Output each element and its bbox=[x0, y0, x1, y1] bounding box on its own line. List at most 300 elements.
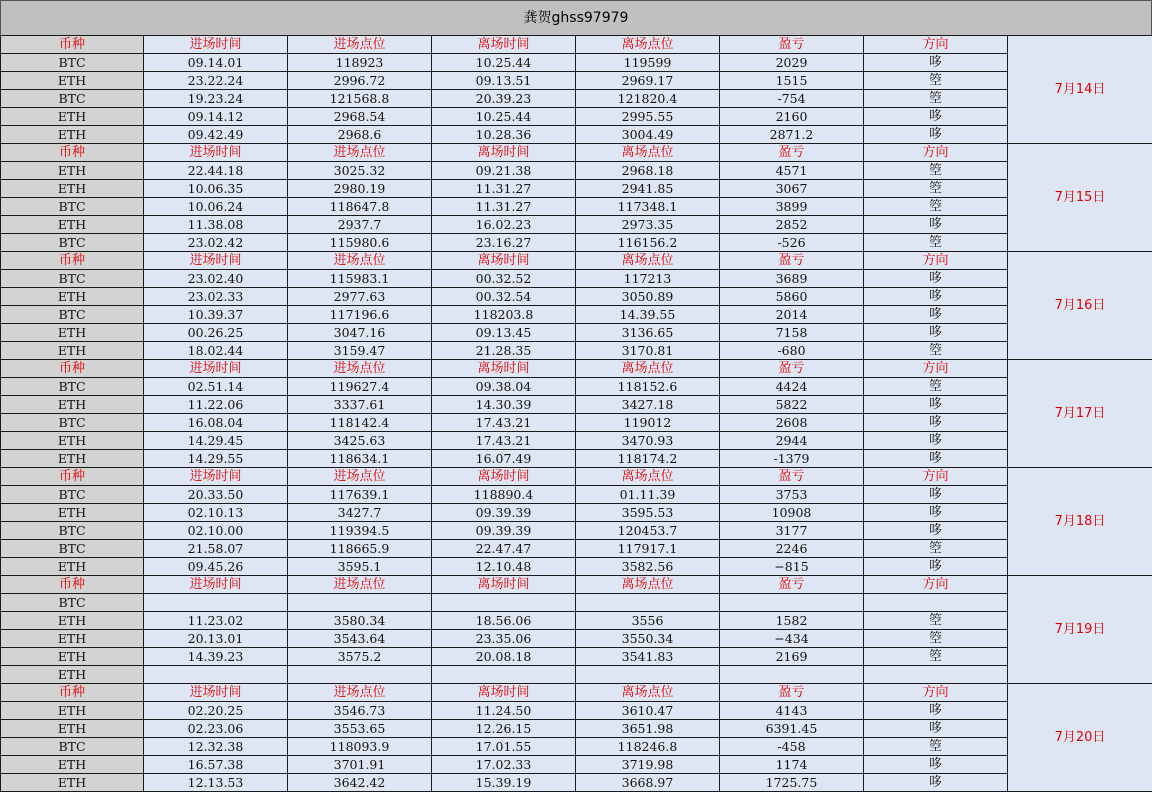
table-row bbox=[1, 504, 1152, 522]
pnl-cell: 2160 bbox=[720, 108, 864, 126]
table-row bbox=[1, 288, 1152, 306]
coin-cell: BTC bbox=[1, 414, 144, 432]
coin-cell: BTC bbox=[1, 486, 144, 504]
direction-cell: 箜 bbox=[864, 540, 1008, 558]
direction-cell: 哆 bbox=[864, 288, 1008, 306]
direction-cell: 哆 bbox=[864, 54, 1008, 72]
exit-time-cell: 22.47.47 bbox=[432, 540, 576, 558]
header-pnl: 盈亏 bbox=[720, 576, 864, 594]
entry-price-cell: 119394.5 bbox=[288, 522, 432, 540]
entry-time-cell: 20.33.50 bbox=[144, 486, 288, 504]
entry-price-cell: 3427.7 bbox=[288, 504, 432, 522]
exit-time-cell: 10.25.44 bbox=[432, 54, 576, 72]
entry-time-cell: 14.29.45 bbox=[144, 432, 288, 450]
header-coin: 币种 bbox=[1, 144, 144, 162]
pnl-cell: 1725.75 bbox=[720, 774, 864, 792]
direction-cell: 哆 bbox=[864, 324, 1008, 342]
entry-time-cell bbox=[144, 594, 288, 612]
header-pnl: 盈亏 bbox=[720, 468, 864, 486]
coin-cell: ETH bbox=[1, 450, 144, 468]
header-coin: 币种 bbox=[1, 360, 144, 378]
entry-time-cell: 10.39.37 bbox=[144, 306, 288, 324]
entry-price-cell: 115980.6 bbox=[288, 234, 432, 252]
direction-cell: 箜 bbox=[864, 90, 1008, 108]
entry-price-cell: 118634.1 bbox=[288, 450, 432, 468]
exit-time-cell: 16.07.49 bbox=[432, 450, 576, 468]
entry-time-cell: 23.22.24 bbox=[144, 72, 288, 90]
exit-time-cell: 09.39.39 bbox=[432, 522, 576, 540]
header-row bbox=[1, 36, 1152, 54]
coin-cell: ETH bbox=[1, 324, 144, 342]
coin-cell: ETH bbox=[1, 648, 144, 666]
coin-cell: ETH bbox=[1, 558, 144, 576]
exit-price-cell bbox=[576, 594, 720, 612]
header-entry-price: 进场点位 bbox=[288, 36, 432, 54]
pnl-cell: 2014 bbox=[720, 306, 864, 324]
table-row bbox=[1, 72, 1152, 90]
table-row bbox=[1, 432, 1152, 450]
entry-time-cell: 11.23.02 bbox=[144, 612, 288, 630]
header-direction: 方向 bbox=[864, 468, 1008, 486]
coin-cell: BTC bbox=[1, 594, 144, 612]
header-entry-price: 进场点位 bbox=[288, 468, 432, 486]
header-row bbox=[1, 144, 1152, 162]
direction-cell: 哆 bbox=[864, 270, 1008, 288]
exit-price-cell: 3582.56 bbox=[576, 558, 720, 576]
coin-cell: BTC bbox=[1, 738, 144, 756]
entry-time-cell: 02.10.00 bbox=[144, 522, 288, 540]
entry-price-cell: 2937.7 bbox=[288, 216, 432, 234]
entry-time-cell: 21.58.07 bbox=[144, 540, 288, 558]
exit-time-cell bbox=[432, 594, 576, 612]
header-exit-price: 离场点位 bbox=[576, 468, 720, 486]
coin-cell: BTC bbox=[1, 270, 144, 288]
sheet-title: 龚贺ghss97979 bbox=[0, 0, 1152, 36]
pnl-cell: -754 bbox=[720, 90, 864, 108]
exit-time-cell: 12.26.15 bbox=[432, 720, 576, 738]
pnl-cell: −815 bbox=[720, 558, 864, 576]
header-entry-time: 进场时间 bbox=[144, 468, 288, 486]
exit-time-cell: 18.56.06 bbox=[432, 612, 576, 630]
pnl-cell: -526 bbox=[720, 234, 864, 252]
exit-price-cell: 3610.47 bbox=[576, 702, 720, 720]
header-direction: 方向 bbox=[864, 360, 1008, 378]
entry-price-cell: 117639.1 bbox=[288, 486, 432, 504]
header-direction: 方向 bbox=[864, 36, 1008, 54]
coin-cell: ETH bbox=[1, 774, 144, 792]
coin-cell: ETH bbox=[1, 432, 144, 450]
coin-cell: ETH bbox=[1, 612, 144, 630]
header-coin: 币种 bbox=[1, 468, 144, 486]
exit-price-cell: 118152.6 bbox=[576, 378, 720, 396]
entry-price-cell: 118647.8 bbox=[288, 198, 432, 216]
header-pnl: 盈亏 bbox=[720, 36, 864, 54]
header-entry-time: 进场时间 bbox=[144, 252, 288, 270]
header-entry-time: 进场时间 bbox=[144, 684, 288, 702]
direction-cell: 哆 bbox=[864, 756, 1008, 774]
header-row bbox=[1, 468, 1152, 486]
table-row bbox=[1, 90, 1152, 108]
coin-cell: ETH bbox=[1, 342, 144, 360]
pnl-cell: 4424 bbox=[720, 378, 864, 396]
header-row bbox=[1, 576, 1152, 594]
header-entry-price: 进场点位 bbox=[288, 576, 432, 594]
coin-cell: ETH bbox=[1, 162, 144, 180]
coin-cell: ETH bbox=[1, 720, 144, 738]
exit-time-cell: 17.43.21 bbox=[432, 432, 576, 450]
entry-time-cell: 10.06.24 bbox=[144, 198, 288, 216]
direction-cell: 哆 bbox=[864, 216, 1008, 234]
pnl-cell: 3689 bbox=[720, 270, 864, 288]
exit-time-cell: 20.39.23 bbox=[432, 90, 576, 108]
exit-time-cell: 16.02.23 bbox=[432, 216, 576, 234]
exit-price-cell: 2995.55 bbox=[576, 108, 720, 126]
direction-cell: 哆 bbox=[864, 702, 1008, 720]
table-row bbox=[1, 666, 1152, 684]
exit-price-cell: 3170.81 bbox=[576, 342, 720, 360]
coin-cell: BTC bbox=[1, 378, 144, 396]
coin-cell: ETH bbox=[1, 666, 144, 684]
entry-price-cell: 3047.16 bbox=[288, 324, 432, 342]
exit-time-cell: 23.16.27 bbox=[432, 234, 576, 252]
coin-cell: ETH bbox=[1, 126, 144, 144]
entry-time-cell: 14.39.23 bbox=[144, 648, 288, 666]
entry-price-cell: 2996.72 bbox=[288, 72, 432, 90]
pnl-cell: 10908 bbox=[720, 504, 864, 522]
exit-price-cell: 3651.98 bbox=[576, 720, 720, 738]
exit-price-cell: 116156.2 bbox=[576, 234, 720, 252]
coin-cell: BTC bbox=[1, 54, 144, 72]
table-row bbox=[1, 342, 1152, 360]
entry-price-cell: 3425.63 bbox=[288, 432, 432, 450]
exit-time-cell: 00.32.54 bbox=[432, 288, 576, 306]
header-exit-time: 离场时间 bbox=[432, 36, 576, 54]
table-row bbox=[1, 234, 1152, 252]
table-row bbox=[1, 558, 1152, 576]
direction-cell: 哆 bbox=[864, 486, 1008, 504]
direction-cell: 哆 bbox=[864, 720, 1008, 738]
header-row bbox=[1, 684, 1152, 702]
entry-time-cell: 23.02.33 bbox=[144, 288, 288, 306]
header-exit-price: 离场点位 bbox=[576, 36, 720, 54]
table-row bbox=[1, 108, 1152, 126]
header-direction: 方向 bbox=[864, 576, 1008, 594]
exit-time-cell: 09.38.04 bbox=[432, 378, 576, 396]
entry-price-cell: 117196.6 bbox=[288, 306, 432, 324]
exit-price-cell: 118246.8 bbox=[576, 738, 720, 756]
header-pnl: 盈亏 bbox=[720, 684, 864, 702]
coin-cell: ETH bbox=[1, 72, 144, 90]
pnl-cell: 1582 bbox=[720, 612, 864, 630]
table-row bbox=[1, 216, 1152, 234]
table-row bbox=[1, 756, 1152, 774]
exit-price-cell: 01.11.39 bbox=[576, 486, 720, 504]
coin-cell: BTC bbox=[1, 540, 144, 558]
header-exit-time: 离场时间 bbox=[432, 576, 576, 594]
exit-time-cell bbox=[432, 666, 576, 684]
pnl-cell bbox=[720, 594, 864, 612]
table-row bbox=[1, 738, 1152, 756]
pnl-cell: 2246 bbox=[720, 540, 864, 558]
exit-time-cell: 09.13.45 bbox=[432, 324, 576, 342]
exit-price-cell: 117213 bbox=[576, 270, 720, 288]
direction-cell: 哆 bbox=[864, 126, 1008, 144]
coin-cell: BTC bbox=[1, 90, 144, 108]
entry-time-cell: 02.51.14 bbox=[144, 378, 288, 396]
table-row bbox=[1, 774, 1152, 792]
entry-price-cell: 2977.63 bbox=[288, 288, 432, 306]
header-pnl: 盈亏 bbox=[720, 144, 864, 162]
header-exit-time: 离场时间 bbox=[432, 684, 576, 702]
entry-price-cell: 3337.61 bbox=[288, 396, 432, 414]
entry-time-cell: 10.06.35 bbox=[144, 180, 288, 198]
entry-price-cell: 3575.2 bbox=[288, 648, 432, 666]
table-row bbox=[1, 162, 1152, 180]
table-row bbox=[1, 198, 1152, 216]
entry-time-cell: 14.29.55 bbox=[144, 450, 288, 468]
entry-time-cell: 09.14.12 bbox=[144, 108, 288, 126]
direction-cell: 哆 bbox=[864, 558, 1008, 576]
pnl-cell: 7158 bbox=[720, 324, 864, 342]
coin-cell: BTC bbox=[1, 306, 144, 324]
exit-time-cell: 11.31.27 bbox=[432, 180, 576, 198]
direction-cell: 箜 bbox=[864, 378, 1008, 396]
exit-price-cell: 3136.65 bbox=[576, 324, 720, 342]
pnl-cell: 2944 bbox=[720, 432, 864, 450]
header-exit-price: 离场点位 bbox=[576, 684, 720, 702]
table-row bbox=[1, 378, 1152, 396]
exit-price-cell: 121820.4 bbox=[576, 90, 720, 108]
exit-price-cell: 2941.85 bbox=[576, 180, 720, 198]
coin-cell: ETH bbox=[1, 702, 144, 720]
entry-price-cell: 118665.9 bbox=[288, 540, 432, 558]
table-row bbox=[1, 540, 1152, 558]
entry-time-cell: 09.45.26 bbox=[144, 558, 288, 576]
table-row bbox=[1, 306, 1152, 324]
exit-time-cell: 09.21.38 bbox=[432, 162, 576, 180]
exit-time-cell: 09.39.39 bbox=[432, 504, 576, 522]
header-exit-price: 离场点位 bbox=[576, 360, 720, 378]
pnl-cell: 4143 bbox=[720, 702, 864, 720]
header-pnl: 盈亏 bbox=[720, 252, 864, 270]
exit-price-cell: 3541.83 bbox=[576, 648, 720, 666]
table-row bbox=[1, 450, 1152, 468]
exit-price-cell: 120453.7 bbox=[576, 522, 720, 540]
direction-cell: 箜 bbox=[864, 180, 1008, 198]
entry-price-cell: 2968.54 bbox=[288, 108, 432, 126]
exit-time-cell: 118203.8 bbox=[432, 306, 576, 324]
entry-price-cell: 3025.32 bbox=[288, 162, 432, 180]
header-coin: 币种 bbox=[1, 36, 144, 54]
direction-cell: 哆 bbox=[864, 522, 1008, 540]
date-cell: 7月18日 bbox=[1008, 468, 1152, 576]
entry-time-cell: 00.26.25 bbox=[144, 324, 288, 342]
exit-time-cell: 118890.4 bbox=[432, 486, 576, 504]
coin-cell: ETH bbox=[1, 108, 144, 126]
entry-price-cell: 3595.1 bbox=[288, 558, 432, 576]
header-exit-price: 离场点位 bbox=[576, 144, 720, 162]
header-entry-time: 进场时间 bbox=[144, 36, 288, 54]
entry-price-cell: 115983.1 bbox=[288, 270, 432, 288]
pnl-cell: 2871.2 bbox=[720, 126, 864, 144]
pnl-cell: −434 bbox=[720, 630, 864, 648]
direction-cell: 哆 bbox=[864, 396, 1008, 414]
exit-price-cell: 3595.53 bbox=[576, 504, 720, 522]
pnl-cell: 2608 bbox=[720, 414, 864, 432]
direction-cell: 哆 bbox=[864, 774, 1008, 792]
entry-time-cell: 02.10.13 bbox=[144, 504, 288, 522]
table-row bbox=[1, 180, 1152, 198]
date-cell: 7月16日 bbox=[1008, 252, 1152, 360]
coin-cell: ETH bbox=[1, 396, 144, 414]
header-exit-time: 离场时间 bbox=[432, 360, 576, 378]
header-entry-price: 进场点位 bbox=[288, 252, 432, 270]
table-row bbox=[1, 648, 1152, 666]
exit-time-cell: 23.35.06 bbox=[432, 630, 576, 648]
direction-cell: 箜 bbox=[864, 738, 1008, 756]
entry-price-cell: 119627.4 bbox=[288, 378, 432, 396]
pnl-cell: -1379 bbox=[720, 450, 864, 468]
direction-cell: 箜 bbox=[864, 648, 1008, 666]
exit-time-cell: 12.10.48 bbox=[432, 558, 576, 576]
table-row bbox=[1, 324, 1152, 342]
coin-cell: ETH bbox=[1, 216, 144, 234]
entry-time-cell: 22.44.18 bbox=[144, 162, 288, 180]
exit-price-cell: 14.39.55 bbox=[576, 306, 720, 324]
date-cell: 7月17日 bbox=[1008, 360, 1152, 468]
exit-time-cell: 20.08.18 bbox=[432, 648, 576, 666]
entry-price-cell: 118923 bbox=[288, 54, 432, 72]
direction-cell: 箜 bbox=[864, 234, 1008, 252]
header-entry-time: 进场时间 bbox=[144, 360, 288, 378]
entry-time-cell: 02.20.25 bbox=[144, 702, 288, 720]
table-row bbox=[1, 414, 1152, 432]
exit-price-cell: 3668.97 bbox=[576, 774, 720, 792]
entry-time-cell: 23.02.40 bbox=[144, 270, 288, 288]
header-entry-time: 进场时间 bbox=[144, 576, 288, 594]
date-cell: 7月15日 bbox=[1008, 144, 1152, 252]
entry-time-cell: 20.13.01 bbox=[144, 630, 288, 648]
exit-price-cell: 3427.18 bbox=[576, 396, 720, 414]
exit-time-cell: 09.13.51 bbox=[432, 72, 576, 90]
exit-time-cell: 17.02.33 bbox=[432, 756, 576, 774]
header-exit-price: 离场点位 bbox=[576, 252, 720, 270]
header-row bbox=[1, 360, 1152, 378]
entry-price-cell: 121568.8 bbox=[288, 90, 432, 108]
table-row bbox=[1, 396, 1152, 414]
entry-time-cell: 23.02.42 bbox=[144, 234, 288, 252]
header-exit-time: 离场时间 bbox=[432, 468, 576, 486]
table-row bbox=[1, 126, 1152, 144]
table-row bbox=[1, 522, 1152, 540]
pnl-cell: 2029 bbox=[720, 54, 864, 72]
exit-price-cell: 119599 bbox=[576, 54, 720, 72]
pnl-cell: -458 bbox=[720, 738, 864, 756]
entry-price-cell bbox=[288, 666, 432, 684]
entry-time-cell: 11.38.08 bbox=[144, 216, 288, 234]
entry-price-cell: 3642.42 bbox=[288, 774, 432, 792]
pnl-cell bbox=[720, 666, 864, 684]
exit-price-cell: 3719.98 bbox=[576, 756, 720, 774]
entry-time-cell: 16.08.04 bbox=[144, 414, 288, 432]
header-coin: 币种 bbox=[1, 576, 144, 594]
entry-price-cell: 118142.4 bbox=[288, 414, 432, 432]
pnl-cell: 3753 bbox=[720, 486, 864, 504]
direction-cell bbox=[864, 594, 1008, 612]
pnl-cell: 4571 bbox=[720, 162, 864, 180]
pnl-cell: 5860 bbox=[720, 288, 864, 306]
header-exit-time: 离场时间 bbox=[432, 252, 576, 270]
header-direction: 方向 bbox=[864, 684, 1008, 702]
entry-time-cell: 02.23.06 bbox=[144, 720, 288, 738]
header-exit-time: 离场时间 bbox=[432, 144, 576, 162]
exit-time-cell: 14.30.39 bbox=[432, 396, 576, 414]
header-direction: 方向 bbox=[864, 252, 1008, 270]
table-row bbox=[1, 720, 1152, 738]
exit-price-cell: 3050.89 bbox=[576, 288, 720, 306]
exit-time-cell: 21.28.35 bbox=[432, 342, 576, 360]
header-entry-price: 进场点位 bbox=[288, 144, 432, 162]
table-row bbox=[1, 612, 1152, 630]
date-cell: 7月14日 bbox=[1008, 36, 1152, 144]
entry-time-cell: 16.57.38 bbox=[144, 756, 288, 774]
direction-cell: 箜 bbox=[864, 342, 1008, 360]
header-row bbox=[1, 252, 1152, 270]
pnl-cell: 1174 bbox=[720, 756, 864, 774]
entry-price-cell: 3546.73 bbox=[288, 702, 432, 720]
exit-time-cell: 11.31.27 bbox=[432, 198, 576, 216]
exit-price-cell: 117348.1 bbox=[576, 198, 720, 216]
entry-time-cell bbox=[144, 666, 288, 684]
table-row bbox=[1, 594, 1152, 612]
entry-time-cell: 18.02.44 bbox=[144, 342, 288, 360]
exit-time-cell: 10.28.36 bbox=[432, 126, 576, 144]
table-row bbox=[1, 486, 1152, 504]
pnl-cell: 2852 bbox=[720, 216, 864, 234]
coin-cell: BTC bbox=[1, 198, 144, 216]
exit-time-cell: 11.24.50 bbox=[432, 702, 576, 720]
table-row bbox=[1, 270, 1152, 288]
exit-price-cell: 3556 bbox=[576, 612, 720, 630]
coin-cell: ETH bbox=[1, 288, 144, 306]
exit-price-cell: 3550.34 bbox=[576, 630, 720, 648]
header-pnl: 盈亏 bbox=[720, 360, 864, 378]
entry-time-cell: 09.14.01 bbox=[144, 54, 288, 72]
direction-cell: 箜 bbox=[864, 612, 1008, 630]
direction-cell: 箜 bbox=[864, 162, 1008, 180]
exit-price-cell: 2968.18 bbox=[576, 162, 720, 180]
direction-cell: 哆 bbox=[864, 414, 1008, 432]
entry-price-cell bbox=[288, 594, 432, 612]
entry-price-cell: 3701.91 bbox=[288, 756, 432, 774]
pnl-cell: 6391.45 bbox=[720, 720, 864, 738]
pnl-cell: 3899 bbox=[720, 198, 864, 216]
coin-cell: ETH bbox=[1, 756, 144, 774]
direction-cell: 哆 bbox=[864, 432, 1008, 450]
header-entry-price: 进场点位 bbox=[288, 684, 432, 702]
header-entry-time: 进场时间 bbox=[144, 144, 288, 162]
table-row bbox=[1, 54, 1152, 72]
exit-time-cell: 10.25.44 bbox=[432, 108, 576, 126]
exit-time-cell: 17.01.55 bbox=[432, 738, 576, 756]
pnl-cell: 5822 bbox=[720, 396, 864, 414]
header-direction: 方向 bbox=[864, 144, 1008, 162]
exit-price-cell: 118174.2 bbox=[576, 450, 720, 468]
entry-time-cell: 11.22.06 bbox=[144, 396, 288, 414]
direction-cell: 箜 bbox=[864, 72, 1008, 90]
exit-price-cell: 119012 bbox=[576, 414, 720, 432]
pnl-cell: 3067 bbox=[720, 180, 864, 198]
